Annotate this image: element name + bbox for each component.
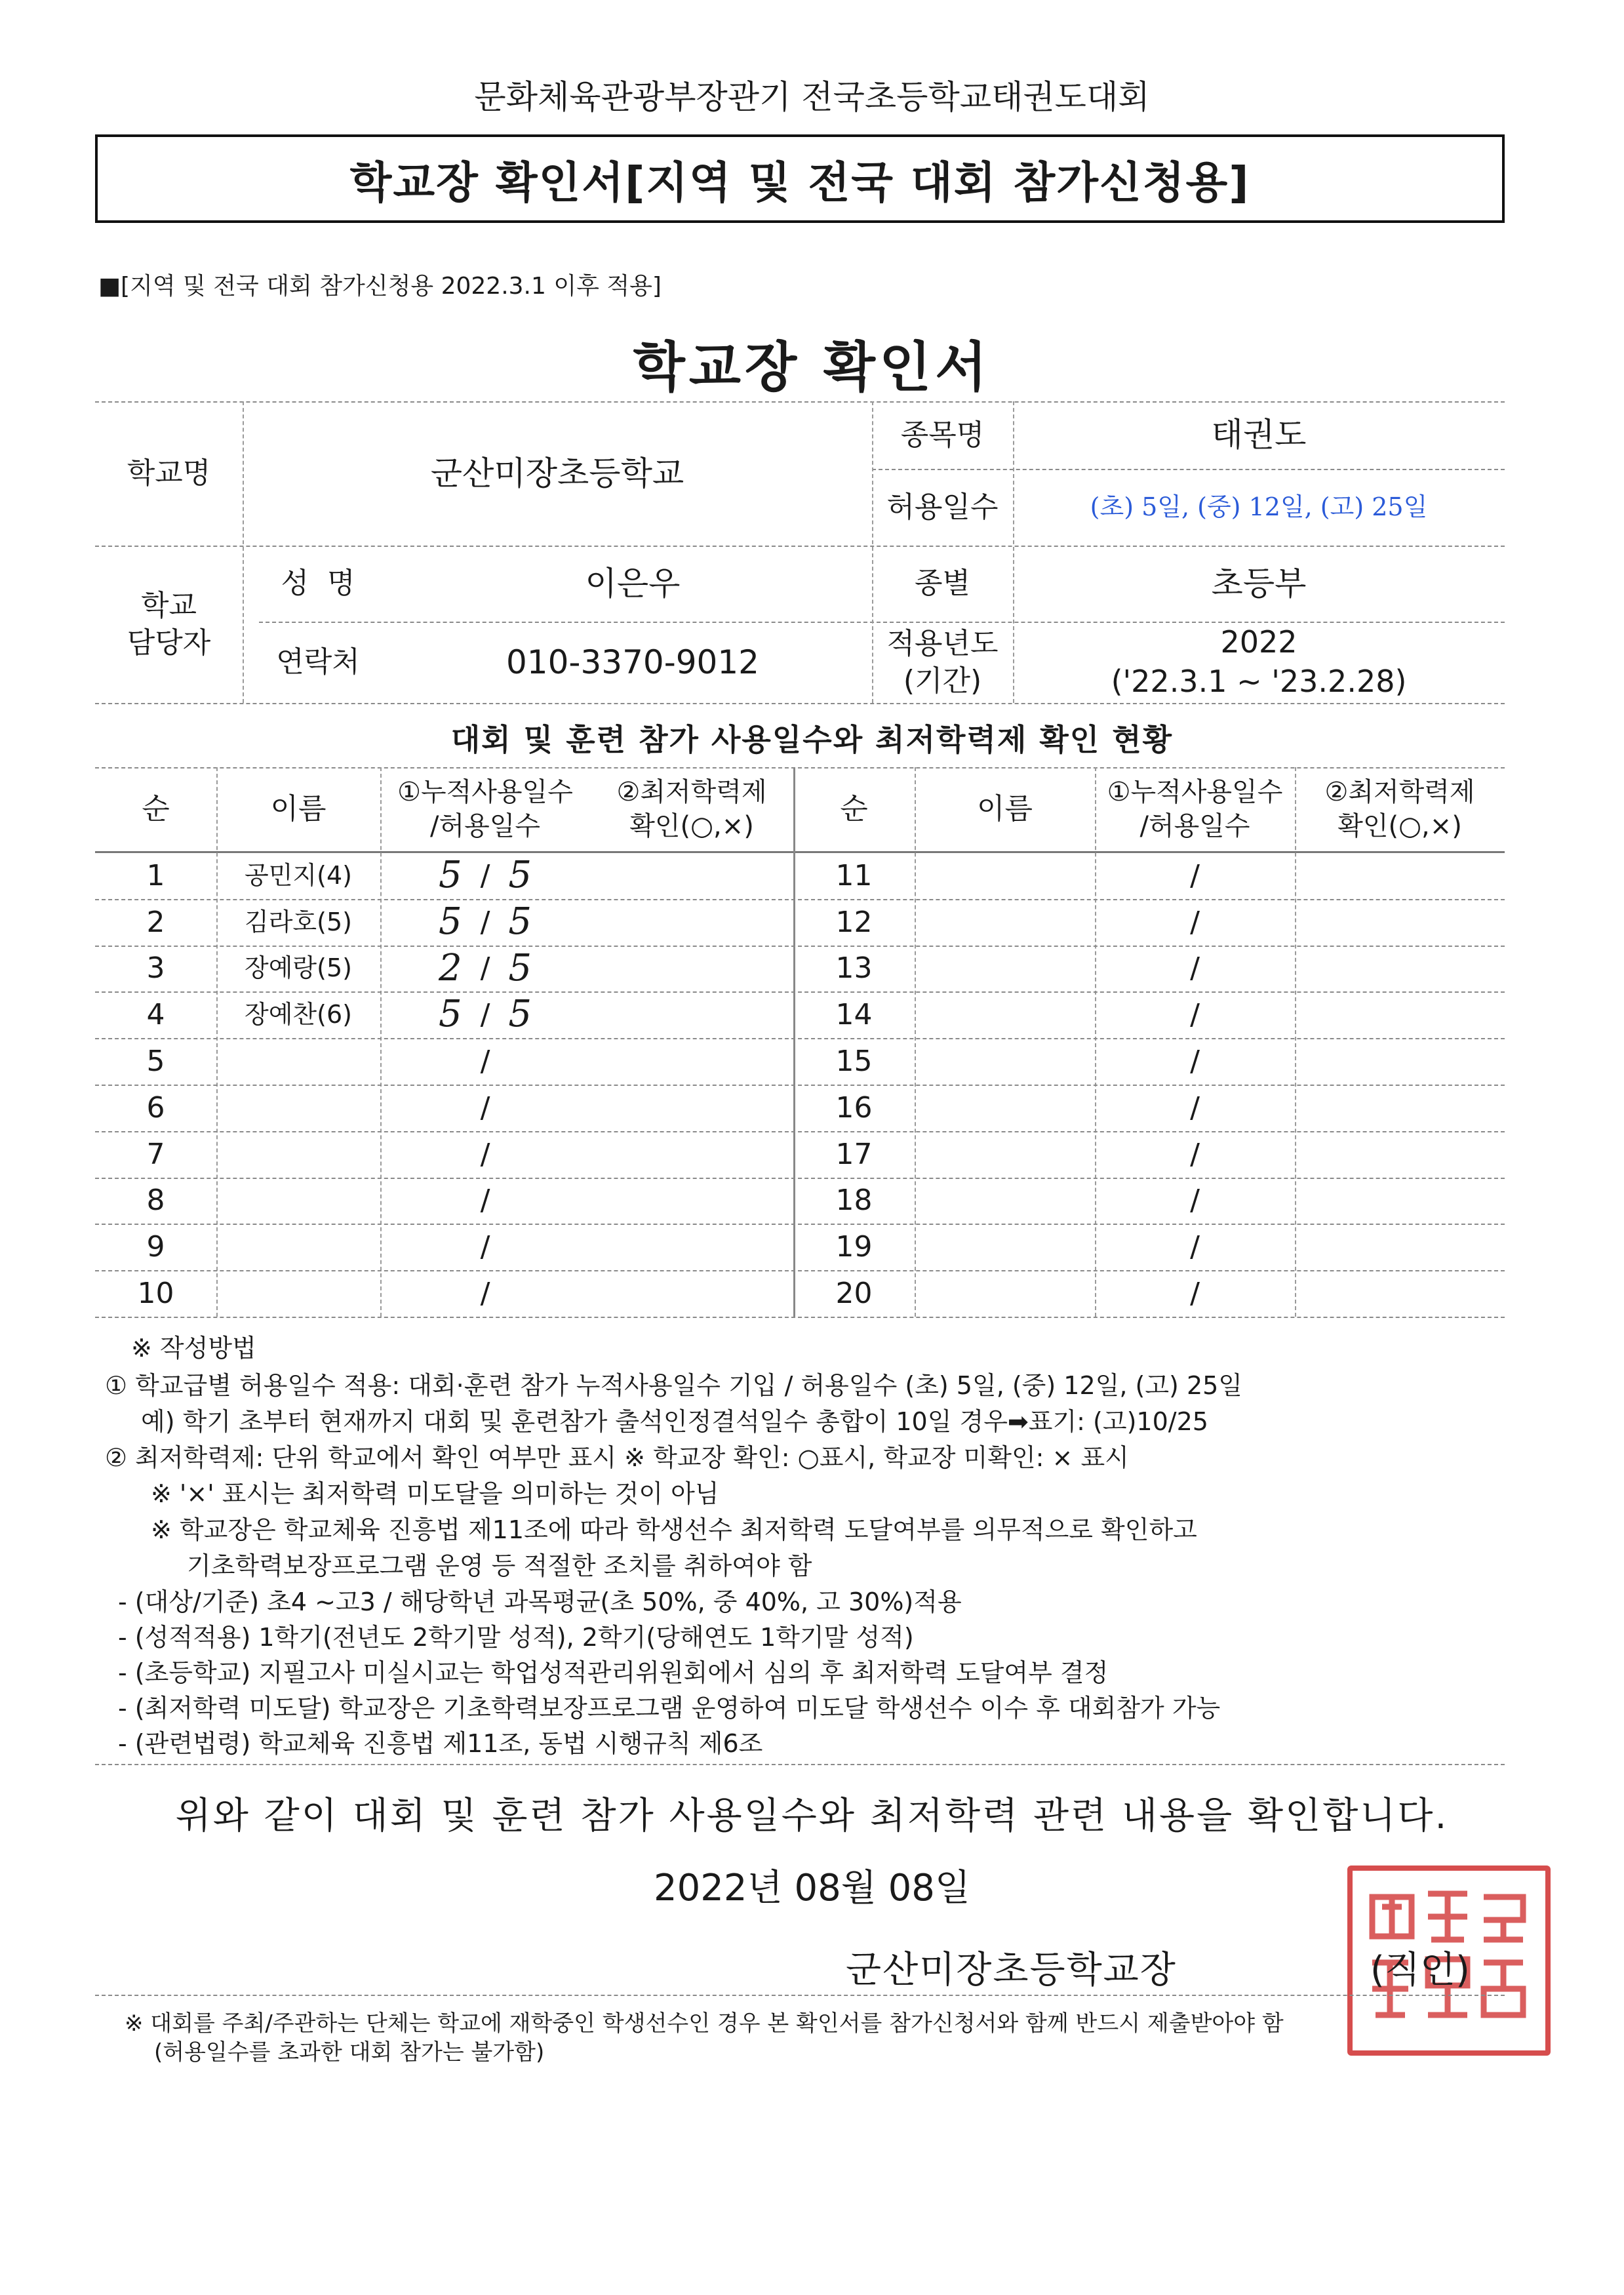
allowed-days: 5	[508, 946, 532, 989]
col-no-right: 순	[840, 792, 868, 826]
event-value: 태권도	[1211, 416, 1307, 454]
table-row-name	[216, 1038, 380, 1085]
info-bottom-line	[95, 703, 1505, 704]
manager-label-line1: 학교	[140, 588, 197, 622]
table-row-name	[915, 1224, 1095, 1270]
table-row-name	[915, 1270, 1095, 1317]
table-row-number: 15	[835, 1044, 873, 1078]
table-row-name	[216, 1178, 380, 1224]
footer-note-1: ※ 대회를 주최/주관하는 단체는 학교에 재학중인 학생선수인 경우 본 확인서를 참가신청서와 함께 반드시 제출받아야 함	[125, 2010, 1284, 2037]
school-name-label: 학교명	[127, 456, 211, 490]
table-row-days: /	[1190, 858, 1200, 892]
instruction-line-8: - (성적적용) 1학기(전년도 2학기말 성적), 2학기(당해연도 1학기말 성적)	[118, 1623, 914, 1652]
confirmation-statement: 위와 같이 대회 및 훈련 참가 사용일수와 최저학력 관련 내용을 확인합니다.	[175, 1795, 1449, 1837]
used-days: 5	[438, 854, 462, 896]
days-slash: /	[480, 905, 490, 939]
table-row-days: /	[1190, 1137, 1200, 1171]
manager-label	[95, 546, 243, 703]
applicability-notice: ■[지역 및 전국 대회 참가신청용 2022.3.1 이후 적용]	[98, 273, 662, 300]
col-min-left-line2: 확인(○,×)	[629, 811, 754, 841]
table-row-min-check	[590, 1038, 793, 1085]
table-row-name	[915, 1178, 1095, 1224]
table-row-number: 14	[835, 998, 873, 1032]
year-value	[1013, 622, 1505, 703]
days-slash: /	[480, 998, 490, 1032]
instruction-line-5: ※ 학교장은 학교체육 진흥법 제11조에 따라 학생선수 최저학력 도달여부를 의무적으로 확인하고	[151, 1515, 1197, 1544]
instruction-line-1: ① 학교급별 허용일수 적용: 대회·훈련 참가 누적사용일수 기입 / 허용일수 (초) 5일, (중) 12일, (고) 25일	[105, 1371, 1243, 1400]
table-row-days	[380, 899, 590, 946]
issue-date: 2022년 08월 08일	[654, 1867, 970, 1909]
allowed-days: 5	[508, 900, 532, 943]
contact-value: 010-3370-9012	[505, 643, 759, 681]
school-name-value: 군산미장초등학교	[430, 454, 684, 492]
used-days: 2	[438, 946, 462, 989]
table-row-number: 5	[146, 1044, 165, 1078]
table-row-days: /	[1190, 1230, 1200, 1264]
table-row-days: /	[1190, 1276, 1200, 1310]
table-row-number: 18	[835, 1184, 873, 1218]
table-row-number: 2	[146, 905, 165, 939]
table-row-min-check	[590, 991, 793, 1038]
days-slash: /	[480, 1184, 490, 1218]
used-days: 5	[438, 993, 462, 1036]
table-row-min-check	[590, 852, 793, 899]
days-slash: /	[480, 951, 490, 986]
division-value: 초등부	[1211, 564, 1307, 603]
table-row-number: 4	[146, 998, 165, 1032]
table-row-number: 7	[146, 1137, 165, 1171]
status-title: 대회 및 훈련 참가 사용일수와 최저학력제 확인 현황	[450, 722, 1174, 757]
table-row-min-check	[1295, 1178, 1505, 1224]
competition-title: 문화체육관광부장관기 전국초등학교태권도대회	[474, 78, 1150, 116]
year-label-line1: 적용년도	[886, 626, 999, 660]
status-bottom-line	[95, 1317, 1505, 1318]
table-row-min-check	[1295, 1085, 1505, 1131]
table-row-number: 19	[835, 1230, 873, 1264]
col-name-right: 이름	[976, 792, 1033, 826]
table-row-min-check	[1295, 852, 1505, 899]
table-row-days	[380, 1178, 590, 1224]
seal-label: (직인)	[1370, 1949, 1470, 1991]
col-days-right-line2: /허용일수	[1139, 811, 1250, 841]
table-row-days: /	[1190, 1184, 1200, 1218]
instruction-line-3: ② 최저학력제: 단위 학교에서 확인 여부만 표시 ※ 학교장 확인: ○표시, 학교장 미확인: × 표시	[105, 1443, 1129, 1472]
table-row-number: 16	[835, 1090, 873, 1125]
table-row-name	[216, 1224, 380, 1270]
table-row-days: /	[1190, 998, 1200, 1032]
year-label-line2: (기간)	[903, 664, 982, 698]
table-row-name	[915, 1085, 1095, 1131]
table-row-number: 13	[835, 951, 873, 986]
used-days: 5	[438, 900, 462, 943]
table-row-days	[380, 1038, 590, 1085]
manager-label-line2: 담당자	[127, 626, 211, 660]
table-row-name	[915, 1131, 1095, 1178]
instruction-line-11: - (관련법령) 학교체육 진흥법 제11조, 동법 시행규칙 제6조	[118, 1729, 763, 1758]
table-row-name	[216, 1270, 380, 1317]
table-row-min-check	[1295, 1038, 1505, 1085]
footer-top-line	[95, 1995, 1505, 1996]
table-row-min-check	[1295, 946, 1505, 992]
table-row-name	[915, 946, 1095, 992]
col-days-left-line1: ①누적사용일수	[397, 777, 573, 807]
table-row-days	[380, 1085, 590, 1131]
footer-note-2: (허용일수를 초과한 대회 참가는 불가함)	[154, 2039, 545, 2066]
table-row-days: /	[1190, 951, 1200, 986]
table-row-min-check	[1295, 899, 1505, 946]
days-slash: /	[480, 1230, 490, 1264]
table-row-number: 3	[146, 951, 165, 986]
year-value-line1: 2022	[1220, 624, 1297, 660]
instruction-line-4: ※ '×' 표시는 최저학력 미도달을 의미하는 것이 아님	[151, 1479, 719, 1508]
division-label: 종별	[914, 567, 970, 601]
year-value-line2: ('22.3.1 ~ '23.2.28)	[1111, 664, 1407, 699]
form-boxed-title-text: 학교장 확인서[지역 및 전국 대회 참가신청용]	[349, 157, 1250, 208]
days-slash: /	[480, 1090, 490, 1125]
col-days-left	[380, 767, 590, 851]
table-row-days	[380, 1270, 590, 1317]
instruction-line-9: - (초등학교) 지필고사 미실시교는 학업성적관리위원회에서 심의 후 최저학력 도달여부 결정	[118, 1658, 1109, 1687]
form-boxed-title	[95, 134, 1505, 223]
col-name-left: 이름	[270, 792, 327, 826]
allowed-days-value: (초) 5일, (중) 12일, (고) 25일	[1090, 492, 1428, 521]
allowed-days-label: 허용일수	[886, 490, 999, 524]
table-row-name: 김라호(5)	[245, 907, 352, 936]
instructions-bottom-line	[95, 1764, 1505, 1765]
table-row-min-check	[590, 1178, 793, 1224]
col-min-left-line1: ②최저학력제	[616, 777, 767, 807]
instruction-line-10: - (최저학력 미도달) 학교장은 기초학력보장프로그램 운영하여 미도달 학생선수 이수 후 대회참가 가능	[118, 1694, 1221, 1723]
table-row-number: 12	[835, 905, 873, 939]
table-row-number: 1	[146, 858, 165, 892]
instruction-line-2: 예) 학기 초부터 현재까지 대회 및 훈련참가 출석인정결석일수 총합이 10일 경우➡표기: (고)10/25	[141, 1407, 1208, 1436]
manager-name-value: 이은우	[585, 564, 681, 603]
principal-signature-line: 군산미장초등학교장	[846, 1949, 1177, 1991]
table-row-days	[380, 991, 590, 1038]
table-row-days	[380, 1131, 590, 1178]
table-row-name	[216, 1085, 380, 1131]
table-row-days: /	[1190, 1044, 1200, 1078]
contact-label: 연락처	[276, 645, 360, 679]
table-row-min-check	[590, 1085, 793, 1131]
table-row-name: 공민지(4)	[245, 860, 352, 890]
table-row-min-check	[590, 1224, 793, 1270]
table-row-min-check	[1295, 1270, 1505, 1317]
table-row-min-check	[590, 1270, 793, 1317]
table-row-min-check	[1295, 991, 1505, 1038]
table-row-number: 11	[835, 858, 873, 892]
table-row-name: 장예랑(5)	[245, 953, 352, 983]
table-row-days	[380, 1224, 590, 1270]
table-row-min-check	[590, 899, 793, 946]
col-days-right	[1095, 767, 1295, 851]
days-slash: /	[480, 1044, 490, 1078]
table-row-name	[915, 899, 1095, 946]
col-days-right-line1: ①누적사용일수	[1107, 777, 1283, 807]
days-slash: /	[480, 1137, 490, 1171]
event-label: 종목명	[900, 418, 985, 452]
table-row-days	[380, 852, 590, 899]
table-row-number: 17	[835, 1137, 873, 1171]
allowed-days: 5	[508, 993, 532, 1036]
year-label	[872, 622, 1013, 703]
table-row-name	[915, 852, 1095, 899]
manager-name-label: 성 명	[281, 567, 355, 601]
instructions-heading: ※ 작성방법	[131, 1334, 256, 1363]
table-row-number: 20	[835, 1276, 873, 1310]
table-row-name	[915, 1038, 1095, 1085]
days-slash: /	[480, 1276, 490, 1310]
instruction-line-6: 기초학력보장프로그램 운영 등 적절한 조치를 취하여야 함	[187, 1551, 812, 1580]
table-row-days: /	[1190, 1090, 1200, 1125]
col-days-left-line2: /허용일수	[429, 811, 541, 841]
table-row-name: 장예찬(6)	[245, 1000, 352, 1029]
table-row-days	[380, 946, 590, 992]
main-title: 학교장 확인서	[633, 336, 991, 399]
table-row-name	[915, 991, 1095, 1038]
allowed-days: 5	[508, 854, 532, 896]
table-row-number: 8	[146, 1184, 165, 1218]
col-min-left	[590, 767, 793, 851]
col-min-right	[1295, 767, 1505, 851]
table-row-min-check	[590, 946, 793, 992]
table-row-min-check	[1295, 1131, 1505, 1178]
table-row-number: 10	[137, 1276, 174, 1310]
table-row-name	[216, 1131, 380, 1178]
table-row-min-check	[590, 1131, 793, 1178]
days-slash: /	[480, 858, 490, 892]
table-row-number: 9	[146, 1230, 165, 1264]
col-min-right-line2: 확인(○,×)	[1337, 811, 1462, 841]
table-row-days: /	[1190, 905, 1200, 939]
table-row-min-check	[1295, 1224, 1505, 1270]
col-no-left: 순	[142, 792, 170, 826]
col-min-right-line1: ②최저학력제	[1324, 777, 1475, 807]
instruction-line-7: - (대상/기준) 초4 ~고3 / 해당학년 과목평균(초 50%, 중 40%, 고 30%)적용	[118, 1587, 962, 1616]
table-row-number: 6	[146, 1090, 165, 1125]
